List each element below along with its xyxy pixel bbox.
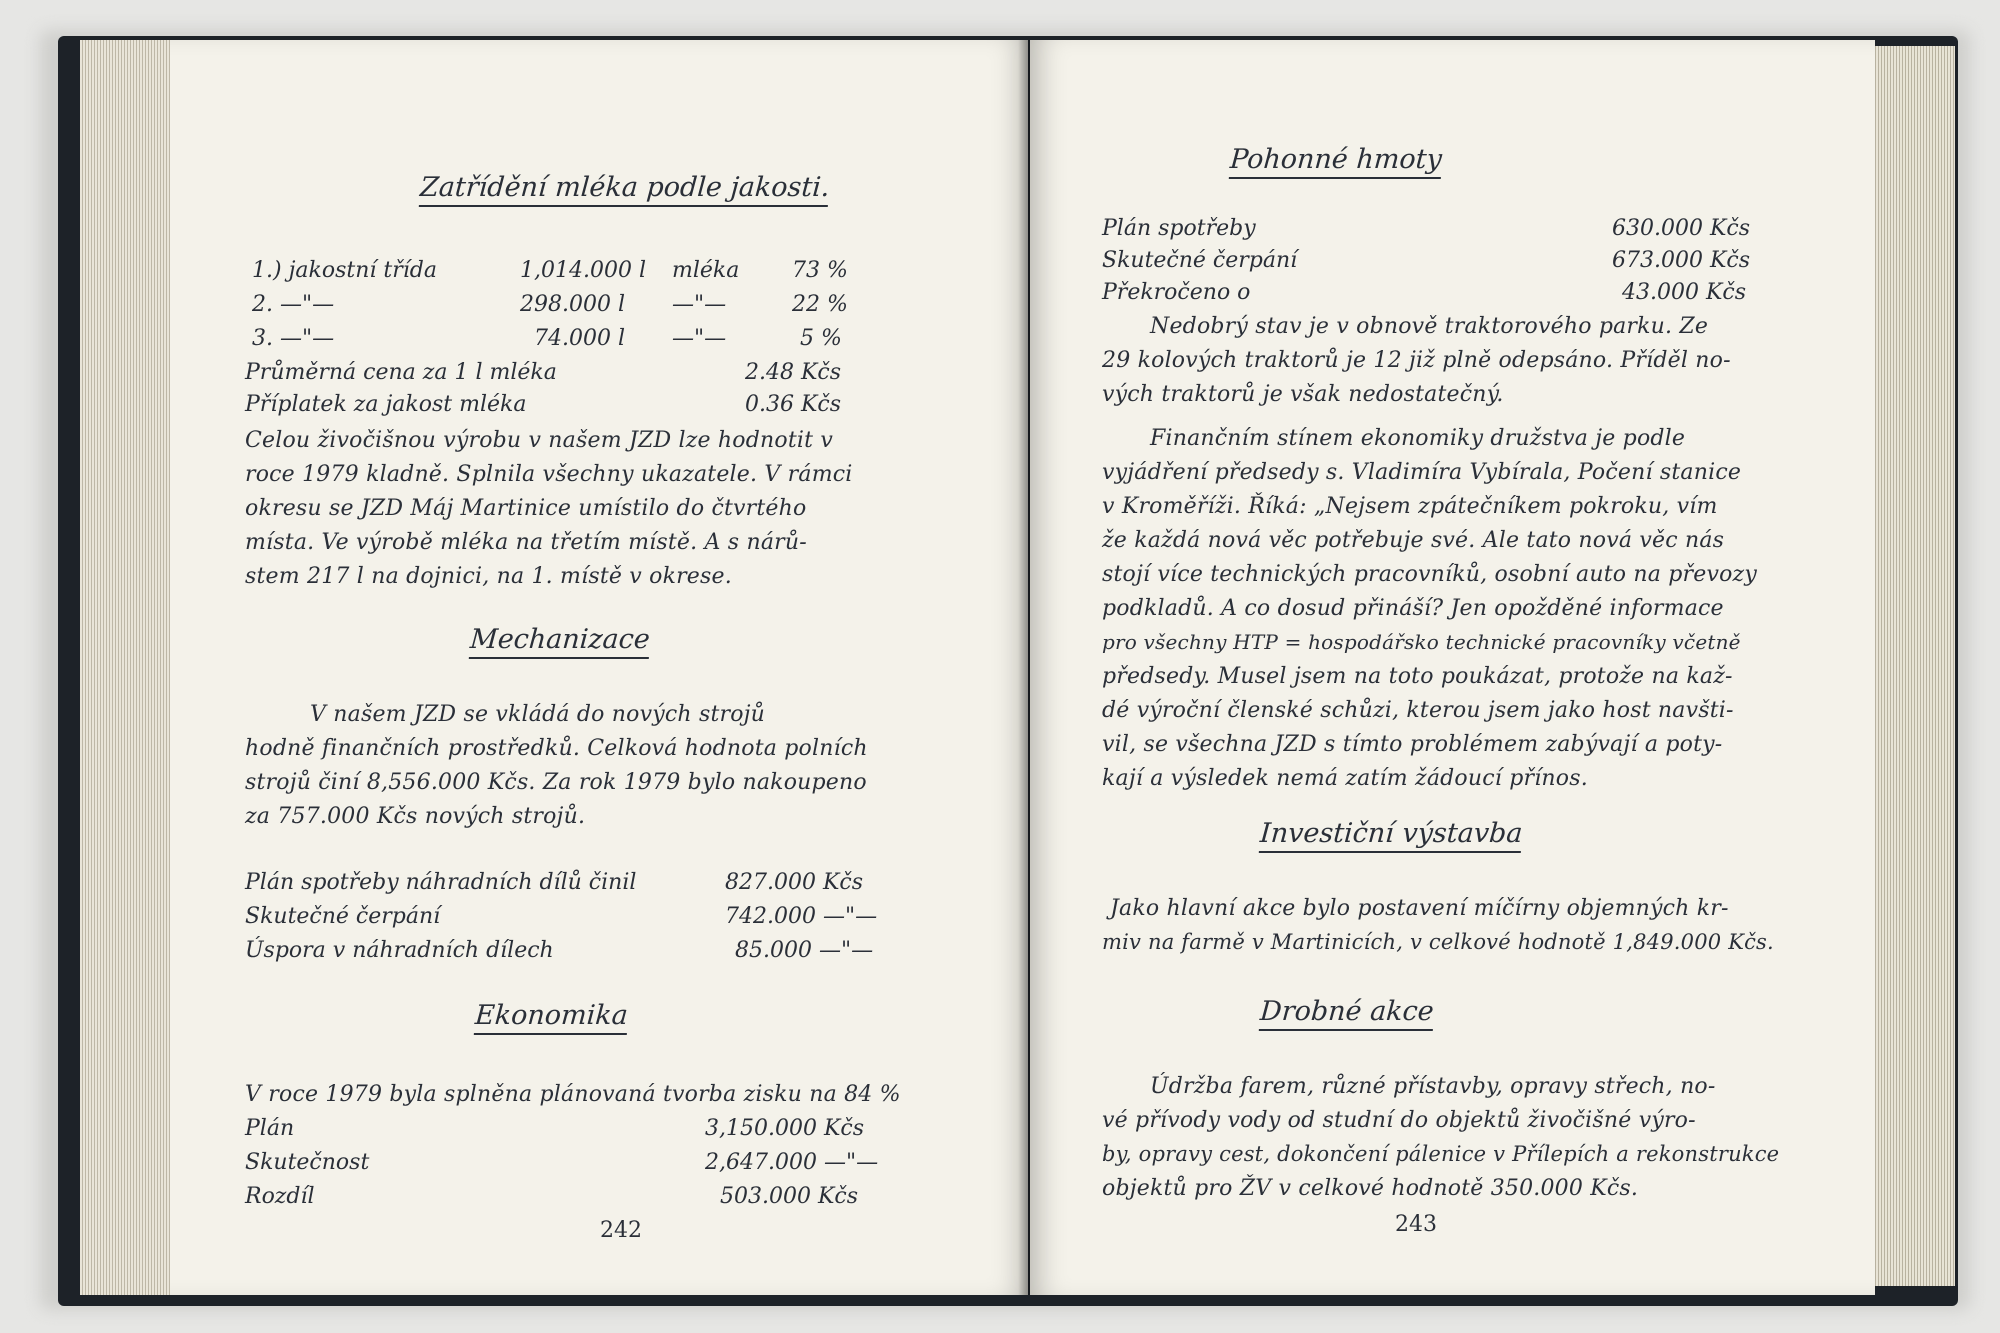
econ-value: 503.000 Kčs: [720, 1184, 859, 1209]
parts-value: 827.000 Kčs: [725, 870, 864, 895]
paragraph-line: roce 1979 kladně. Splnila všechny ukazatele. V rámci: [245, 462, 853, 487]
left-page: [170, 40, 1028, 1295]
page-edges-left: [80, 40, 180, 1295]
paragraph-line: Jako hlavní akce bylo postavení míčírny objemných kr-: [1110, 896, 1729, 921]
quality-unit: —"—: [672, 326, 727, 351]
fuel-label: Skutečné čerpání: [1102, 248, 1298, 273]
heading-underline: [474, 1033, 627, 1035]
heading-text: Pohonné hmoty: [1229, 144, 1443, 175]
quality-pct: 5 %: [800, 326, 842, 351]
paragraph-line: předsedy. Musel jsem na toto poukázat, protože na kaž-: [1102, 664, 1733, 689]
paragraph-line: že každá nová věc potřebuje své. Ale tato nová věc nás: [1102, 528, 1725, 553]
paragraph-line: by, opravy cest, dokončení pálenice v Přílepích a rekonstrukce: [1102, 1142, 1780, 1166]
page-edges-right: [1870, 46, 1955, 1286]
heading-underline: [1229, 177, 1441, 179]
paragraph-line: objektů pro ŽV v celkové hodnotě 350.000 Kčs.: [1102, 1176, 1639, 1201]
parts-label: Úspora v náhradních dílech: [245, 938, 554, 963]
right-page: [1030, 40, 1875, 1295]
page-number: 242: [600, 1218, 642, 1243]
paragraph-line: pro všechny HTP = hospodářsko technické pracovníky včetně: [1102, 630, 1741, 654]
heading-text: Drobné akce: [1259, 996, 1435, 1027]
paragraph-line: vyjádření předsedy s. Vladimíra Vybírala, Počení stanice: [1102, 460, 1742, 485]
quality-label: 1.) jakostní třída: [252, 258, 438, 283]
paragraph-line: stojí více technických pracovníků, osobní auto na převozy: [1102, 562, 1757, 587]
surcharge-value: 0.36 Kčs: [745, 392, 842, 417]
heading-text: Zatřídění mléka podle jakosti.: [419, 172, 831, 203]
paragraph-line: okresu se JZD Máj Martinice umístilo do čtvrtého: [245, 496, 807, 521]
surcharge-label: Příplatek za jakost mléka: [245, 392, 527, 417]
paragraph-line: kají a výsledek nemá zatím žádoucí přínos.: [1102, 766, 1588, 791]
avg-price-label: Průměrná cena za 1 l mléka: [245, 360, 557, 385]
paragraph-line: V našem JZD se vkládá do nových strojů: [310, 702, 766, 727]
paragraph-line: Nedobrý stav je v obnově traktorového parku. Ze: [1150, 314, 1709, 339]
heading-underline: [469, 657, 649, 659]
paragraph-line: Finančním stínem ekonomiky družstva je podle: [1150, 426, 1686, 451]
heading-text: Ekonomika: [474, 1000, 629, 1031]
paragraph-line: miv na farmě v Martinicích, v celkové hodnotě 1,849.000 Kčs.: [1102, 930, 1774, 954]
paragraph-line: vil, se všechna JZD s tímto problémem zabývají a poty-: [1102, 732, 1723, 757]
parts-value: 85.000 —"—: [735, 938, 874, 963]
econ-value: 3,150.000 Kčs: [705, 1116, 865, 1141]
parts-value: 742.000 —"—: [725, 904, 878, 929]
fuel-label: Překročeno o: [1102, 280, 1251, 305]
paragraph-line: v Kroměříži. Říká: „Nejsem zpátečníkem pokroku, vím: [1102, 494, 1718, 519]
parts-label: Skutečné čerpání: [245, 904, 441, 929]
heading-small-projects: [1259, 996, 1435, 1031]
quality-unit: mléka: [672, 258, 740, 283]
paragraph-line: 29 kolových traktorů je 12 již plně odepsáno. Příděl no-: [1102, 348, 1731, 373]
heading-underline: [1259, 1029, 1433, 1031]
heading-underline: [1259, 851, 1521, 853]
fuel-label: Plán spotřeby: [1102, 216, 1256, 241]
paragraph-line: podkladů. A co dosud přináší? Jen opožděné informace: [1102, 596, 1724, 621]
paragraph-line: místa. Ve výrobě mléka na třetím místě. A s nárů-: [245, 530, 807, 555]
parts-label: Plán spotřeby náhradních dílů činil: [245, 870, 637, 895]
quality-unit: —"—: [672, 292, 727, 317]
avg-price-value: 2.48 Kčs: [745, 360, 842, 385]
heading-text: Investiční výstavba: [1259, 818, 1524, 849]
fuel-value: 43.000 Kčs: [1622, 280, 1747, 305]
paragraph-line: Údržba farem, různé přístavby, opravy střech, no-: [1150, 1074, 1716, 1099]
fuel-value: 673.000 Kčs: [1612, 248, 1751, 273]
econ-label: Skutečnost: [245, 1150, 370, 1175]
heading-fuel: [1229, 144, 1443, 179]
paragraph-line: vých traktorů je však nedostatečný.: [1102, 382, 1504, 407]
paragraph-line: dé výroční členské schůzi, kterou jsem jako host navšti-: [1102, 698, 1734, 723]
heading-text: Mechanizace: [469, 624, 651, 655]
heading-mechanization: [469, 624, 651, 659]
quality-pct: 73 %: [792, 258, 848, 283]
quality-label: 2. —"—: [252, 292, 335, 317]
paragraph-line: vé přívody vody od studní do objektů živočišné výro-: [1102, 1108, 1696, 1133]
paragraph-line: strojů činí 8,556.000 Kčs. Za rok 1979 bylo nakoupeno: [245, 770, 867, 795]
econ-label: Plán: [245, 1116, 295, 1141]
heading-underline: [419, 205, 829, 207]
page-number: 243: [1395, 1212, 1437, 1237]
fuel-value: 630.000 Kčs: [1612, 216, 1751, 241]
quality-amount: 74.000 l: [534, 326, 626, 351]
quality-amount: 1,014.000 l: [520, 258, 646, 283]
heading-milk-quality: [419, 172, 831, 207]
quality-label: 3. —"—: [252, 326, 335, 351]
paragraph-line: za 757.000 Kčs nových strojů.: [245, 804, 586, 829]
paragraph-line: hodně finančních prostředků. Celková hodnota polních: [245, 736, 868, 761]
heading-investment: [1259, 818, 1524, 853]
econ-value: 2,647.000 —"—: [705, 1150, 879, 1175]
paragraph-line: Celou živočišnou výrobu v našem JZD lze hodnotit v: [245, 428, 833, 453]
quality-amount: 298.000 l: [520, 292, 626, 317]
quality-pct: 22 %: [792, 292, 848, 317]
econ-intro: V roce 1979 byla splněna plánovaná tvorba zisku na 84 %: [245, 1082, 901, 1107]
heading-economics: [474, 1000, 629, 1035]
econ-label: Rozdíl: [245, 1184, 315, 1209]
paragraph-line: stem 217 l na dojnici, na 1. místě v okrese.: [245, 564, 732, 589]
